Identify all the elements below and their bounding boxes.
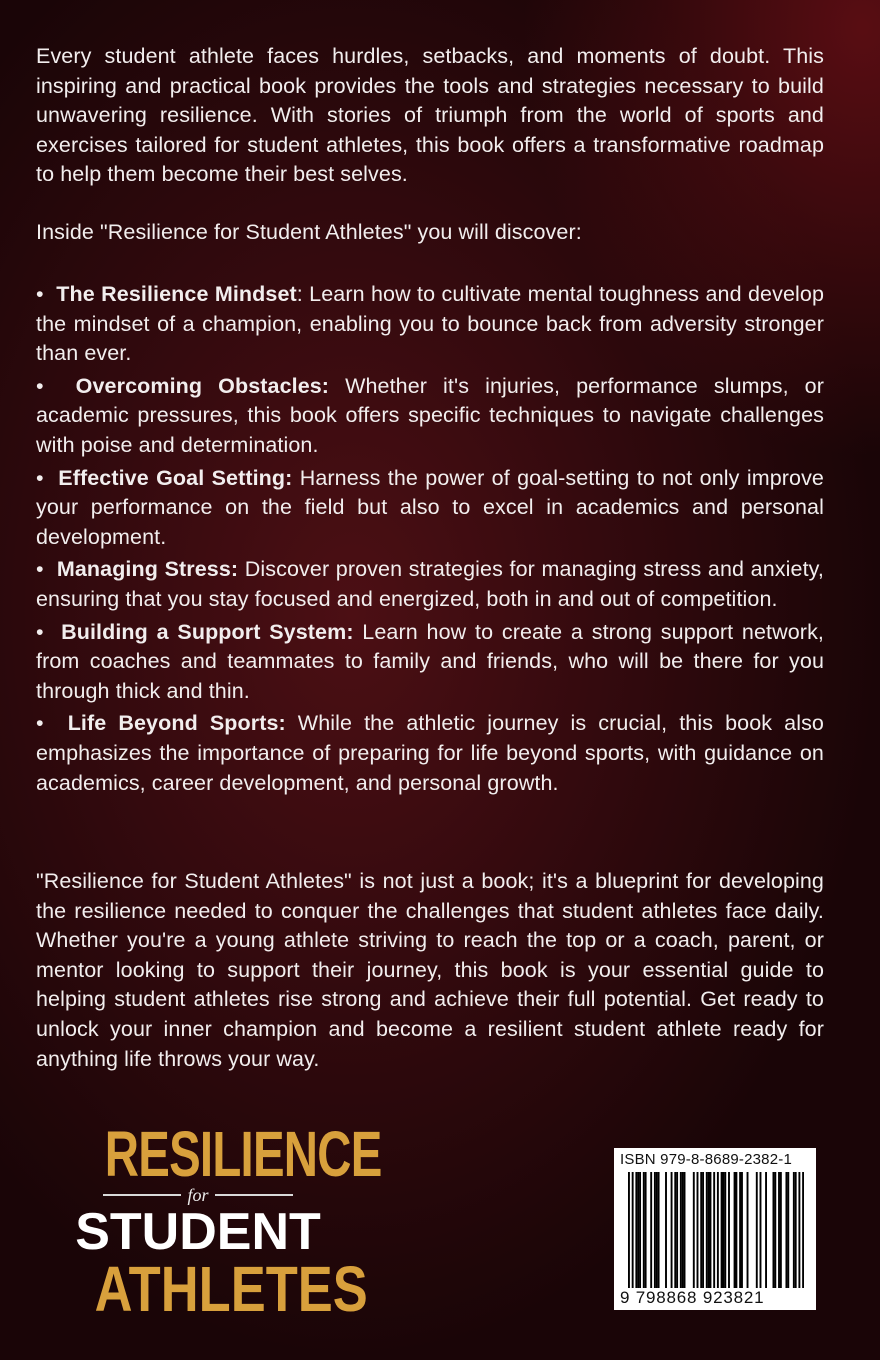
barcode-bar: [650, 1172, 652, 1288]
barcode-bar: [773, 1172, 775, 1288]
logo-resilience: RESILIENCE: [104, 1118, 382, 1190]
logo-divider-right: [215, 1194, 293, 1196]
list-item-support-system: [36, 618, 824, 707]
bullet-marker: •: [36, 557, 44, 582]
barcode-bar: [665, 1172, 667, 1288]
barcode-bar: [684, 1172, 686, 1288]
barcode-bar: [710, 1172, 712, 1288]
barcode-bar: [635, 1172, 637, 1288]
list-item-text: Learn how to cultivate mental toughness and develop the mindset of a champion, enabling you to bounce back from adversity stronger than ever.: [36, 282, 824, 366]
logo-divider-left: [103, 1194, 181, 1196]
barcode-bar: [717, 1172, 719, 1288]
barcode-bar: [713, 1172, 715, 1288]
list-item-title: Life Beyond Sports:: [67, 711, 286, 736]
barcode-bar: [697, 1172, 699, 1288]
barcode-bar: [722, 1172, 724, 1288]
list-item-separator: :: [296, 282, 303, 306]
barcode-bar: [747, 1172, 749, 1288]
barcode-bar: [778, 1172, 780, 1288]
barcode-bar: [671, 1172, 673, 1288]
barcode-bar: [706, 1172, 708, 1288]
bullet-marker: •: [36, 711, 44, 736]
barcode-bar: [639, 1172, 641, 1288]
list-item-text: Discover proven strategies for managing stress and anxiety, ensuring that you stay focused and energized, both in and out of competition.: [36, 557, 824, 611]
barcode-bar: [739, 1172, 741, 1288]
list-item-managing-stress: [36, 555, 824, 614]
barcode-bar: [734, 1172, 736, 1288]
closing-paragraph: "Resilience for Student Athletes" is not just a book; it's a blueprint for developing the resilience needed to conquer the challenges that student athletes face daily. Whether you're a young athlete striving to reach the top or a coach, parent, or mentor looking to support their journey, this book is your essential guide to helping student athletes rise strong and achieve their full potential. Get ready to unlock your inner champion and become a resilient student athlete ready for anything life throws your way.: [36, 869, 824, 1071]
barcode-bar: [721, 1172, 723, 1288]
feature-list: [36, 280, 824, 801]
logo-for: [72, 1184, 324, 1206]
list-item-text: Whether it's injuries, performance slumps, or academic pressures, this book offers specific techniques to navigate challenges with poise and determination.: [36, 373, 824, 457]
logo-for-text: for: [187, 1185, 209, 1205]
barcode-bar: [632, 1172, 634, 1288]
isbn-barcode-box: [614, 1148, 816, 1310]
list-item-goal-setting: [36, 464, 824, 553]
barcode-bar: [680, 1172, 682, 1288]
list-item-text: Learn how to create a strong support network, from coaches and teammates to family and friends, who will be there for you through thick and thin.: [36, 619, 824, 703]
logo-student: STUDENT: [75, 1203, 321, 1261]
logo-athletes: ATHLETES: [94, 1253, 368, 1325]
barcode-bar: [793, 1172, 795, 1288]
isbn-label: ISBN 979-8-8689-2382-1: [620, 1151, 793, 1168]
barcode-bar: [643, 1172, 645, 1288]
list-item-overcoming-obstacles: [36, 372, 824, 461]
barcode-bar: [741, 1172, 743, 1288]
list-item-title: The Resilience Mindset: [56, 282, 297, 306]
barcode-bar: [765, 1172, 767, 1288]
barcode-bar: [674, 1172, 676, 1288]
list-item-text: While the athletic journey is crucial, this book also emphasizes the importance of preparing for life beyond sports, with guidance on academics, career development, and personal growth.: [36, 711, 824, 795]
list-item-title: Overcoming Obstacles:: [75, 373, 330, 398]
list-item-resilience-mindset: [36, 280, 824, 369]
bullet-marker: •: [36, 465, 44, 490]
barcode-bar: [628, 1172, 630, 1288]
intro-paragraph: Every student athlete faces hurdles, setbacks, and moments of doubt. This inspiring and practical book provides the tools and strategies necessary to build unwavering resilience. With stories of triumph from the world of sports and exercises tailored for student athletes, this book offers a transformative roadmap to help them become their best selves.: [36, 44, 824, 187]
barcode-bar: [787, 1172, 789, 1288]
inside-heading: Inside "Resilience for Student Athletes" you will discover:: [36, 220, 582, 244]
list-item-text: Harness the power of goal-setting to not only improve your performance on the field but also to excel in academics and personal development.: [36, 465, 824, 549]
list-item-life-beyond-sports: [36, 709, 824, 798]
isbn-digits: 9 798868 923821: [620, 1288, 765, 1307]
bullet-marker: •: [36, 282, 44, 306]
barcode-bar: [780, 1172, 782, 1288]
barcode-bar: [724, 1172, 726, 1288]
barcode-bar: [702, 1172, 704, 1288]
barcode-bar: [728, 1172, 730, 1288]
barcode-bar: [676, 1172, 678, 1288]
barcode-bar: [798, 1172, 800, 1288]
barcode-bar: [682, 1172, 684, 1288]
barcode-bar: [795, 1172, 797, 1288]
barcode-bar: [735, 1172, 737, 1288]
barcode-bar: [708, 1172, 710, 1288]
barcode-bar: [756, 1172, 758, 1288]
bullet-marker: •: [36, 619, 44, 644]
barcode-bar: [637, 1172, 639, 1288]
barcode-bar: [656, 1172, 658, 1288]
list-item-title: Effective Goal Setting:: [58, 465, 293, 490]
barcode-bar: [658, 1172, 660, 1288]
barcode-bar: [654, 1172, 656, 1288]
barcode-bar: [785, 1172, 787, 1288]
list-item-title: Building a Support System:: [61, 619, 354, 644]
barcode-bar: [802, 1172, 804, 1288]
barcode-bar: [760, 1172, 762, 1288]
barcode-bar: [700, 1172, 702, 1288]
barcode-bar: [645, 1172, 647, 1288]
barcode-image: [628, 1172, 804, 1288]
barcode-bar: [693, 1172, 695, 1288]
barcode-bar: [774, 1172, 776, 1288]
list-item-title: Managing Stress:: [56, 557, 239, 582]
book-title-logo: [72, 1118, 382, 1325]
bullet-marker: •: [36, 373, 44, 398]
